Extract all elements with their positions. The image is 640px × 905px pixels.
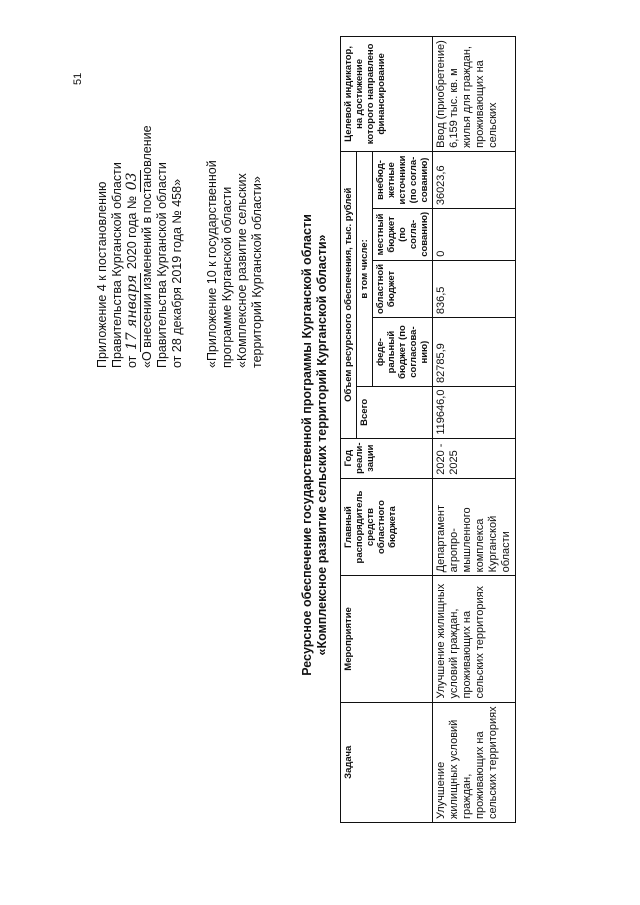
header-extra: внебюд-жетные источники (по согла-сованию) xyxy=(373,151,433,208)
cell-manager: Департамент агропро-мышленного комплекса Курганской области xyxy=(433,478,516,576)
header-task: Задача xyxy=(341,702,433,822)
appendix-10-header xyxy=(205,48,265,368)
appendix-line: Приложение 4 к постановлению xyxy=(95,181,109,368)
appendix-header xyxy=(95,38,185,368)
appendix-line: Правительства Курганской области xyxy=(110,162,124,368)
table-row xyxy=(433,37,516,823)
header-total: Всего xyxy=(357,387,433,439)
cell-indicator: Ввод (приобретение) 6,159 тыс. кв. м жилья для граждан, проживающих на сельских xyxy=(433,37,516,152)
cell-task: Улучшение жилищных условий граждан, проживающих на сельских территориях xyxy=(433,702,516,822)
title-line: Ресурсное обеспечение государственной программы Курганской области xyxy=(300,214,314,676)
header-local: местный бюджет (по согла-сованию) xyxy=(373,209,433,261)
appendix-line: Правительства Курганской области xyxy=(155,162,169,368)
handwritten-date: 17 января xyxy=(124,274,140,351)
header-manager: Главный распорядитель средств областного бюджета xyxy=(341,478,433,576)
header-regional: областной бюджет xyxy=(373,260,433,317)
header-year: Год реали-зации xyxy=(341,438,433,478)
cell-extra: 36023,6 xyxy=(433,151,516,208)
appendix2-line: «Приложение 10 к государственной xyxy=(205,160,219,368)
appendix-from: от xyxy=(125,355,139,368)
resource-table xyxy=(340,36,516,823)
document-title xyxy=(300,185,330,705)
cell-local: 0 xyxy=(433,209,516,261)
appendix2-line: программе Курганской области xyxy=(220,186,234,368)
cell-total: 119646,0 xyxy=(433,387,516,439)
cell-regional: 836,5 xyxy=(433,260,516,317)
header-event: Мероприятие xyxy=(341,576,433,702)
header-row xyxy=(341,37,357,823)
cell-event: Улучшение жилищных условий граждан, проживающих на сельских территориях xyxy=(433,576,516,702)
appendix-line: от 28 декабря 2019 года № 458» xyxy=(170,178,184,368)
title-line: «Комплексное развитие сельских территорий Курганской области» xyxy=(315,234,329,656)
cell-federal: 82785,9 xyxy=(433,318,516,387)
appendix-date-line xyxy=(125,38,140,368)
header-resources: Объем ресурсного обеспечения, тыс. рублей xyxy=(341,151,357,438)
page-number: 51 xyxy=(72,72,84,85)
header-including: в том числе: xyxy=(357,151,373,386)
appendix2-line: «Комплексное развитие сельских xyxy=(235,173,249,368)
handwritten-number: 03 xyxy=(124,172,140,191)
appendix-line: «О внесении изменений в постановление xyxy=(140,125,154,368)
appendix-year: 2020 года № xyxy=(125,195,139,270)
header-indicator: Целевой индикатор, на достижение которого направлено финансирование xyxy=(341,37,433,152)
cell-year: 2020 - 2025 xyxy=(433,438,516,478)
appendix2-line: территорий Курганской области» xyxy=(250,176,264,368)
header-federal: феде-ральный бюджет (по согласова-нию) xyxy=(373,318,433,387)
